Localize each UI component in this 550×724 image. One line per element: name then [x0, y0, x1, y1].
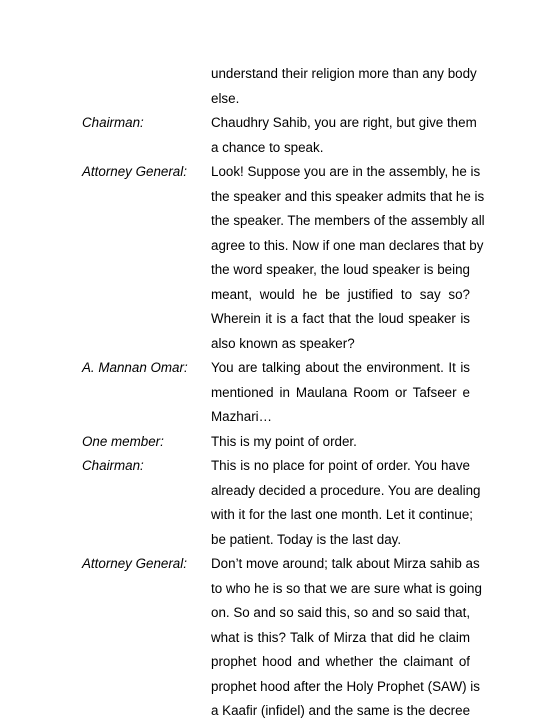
speech-line: This is my point of order. [211, 433, 357, 449]
speech-line: understand their religion more than any body [211, 66, 477, 81]
speech-line: meant, would he be justified to say so? [211, 286, 470, 302]
speech-text [211, 552, 482, 724]
speech-line: on. So and so said this, so and so said that, [211, 605, 471, 620]
speech-line: Mazhari… [211, 409, 273, 424]
speaker-name: Attorney General: [82, 556, 187, 571]
speech-text [211, 430, 470, 455]
speech-line: This is no place for point of order. You have [211, 458, 470, 473]
speech-line: prophet hood after the Holy Prophet (SAW) is [211, 678, 480, 694]
speech-text [211, 62, 477, 111]
speech-line: what is this? Talk of Mirza that did he claim [211, 629, 470, 645]
speech-line: the word speaker, the loud speaker is being [211, 262, 470, 277]
speaker-name: One member: [82, 433, 164, 449]
speech-line: with it for the last one month. Let it continue; [211, 507, 474, 522]
speech-line: the speaker. The members of the assembly all [211, 213, 485, 228]
speech-line: a Kaafir (infidel) and the same is the decree [211, 703, 471, 718]
speech-line: You are talking about the environment. It is [211, 360, 470, 375]
speaker-name: Chairman: [82, 458, 144, 473]
speech-text [211, 356, 470, 430]
speech-line: Don’t move around; talk about Mirza sahib as [211, 556, 480, 571]
speaker-name: A. Mannan Omar: [82, 360, 188, 375]
speech-line: mentioned in Maulana Room or Tafseer e [211, 384, 470, 400]
speech-line: a chance to speak. [211, 139, 324, 155]
speech-line: Wherein it is a fact that the loud speaker is [211, 311, 470, 326]
speech-line: Look! Suppose you are in the assembly, he is [211, 164, 481, 179]
speech-line: agree to this. Now if one man declares that by [211, 237, 484, 253]
speaker-name: Chairman: [82, 115, 144, 130]
speech-line: else. [211, 90, 240, 106]
speech-line: the speaker and this speaker admits that he is [211, 188, 485, 204]
speech-line: already decided a procedure. You are dealing [211, 482, 481, 498]
speaker-name: Attorney General: [82, 164, 187, 179]
speech-line: be patient. Today is the last day. [211, 531, 402, 547]
speech-line: to who he is so that we are sure what is going [211, 580, 482, 596]
speech-line: Chaudhry Sahib, you are right, but give them [211, 115, 477, 130]
speech-line: also known as speaker? [211, 335, 355, 351]
speech-text [211, 160, 485, 356]
speech-line: prophet hood and whether the claimant of [211, 654, 470, 669]
speech-text [211, 111, 477, 160]
speech-text [211, 454, 481, 552]
